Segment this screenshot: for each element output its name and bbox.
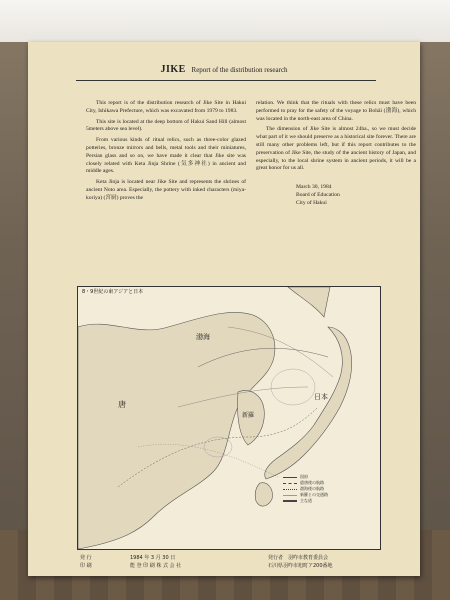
- legend-swatch: [283, 489, 297, 490]
- report-subtitle: Report of the distribution research: [191, 66, 288, 74]
- legend-label: 主な道: [300, 498, 312, 503]
- map-label-silla: 新羅: [242, 412, 255, 419]
- colophon-issue-date: 1984 年 3 月 30 日: [130, 555, 176, 561]
- legend-swatch: [283, 500, 297, 502]
- map-label-tang: 唐: [118, 400, 126, 409]
- colophon: [80, 554, 374, 572]
- map-landmass-north: [288, 287, 330, 317]
- report-title: JIKE: [160, 64, 186, 75]
- paragraph: Keta Jinja is located near Jike Site and represents the shrines of ancient Noto area. Especially, the pottery with inked characters (miya-koriya) (宮厨) proves the: [86, 179, 246, 201]
- paragraph: relation. We think that the rituals with these relics must have been performed to pray for the safety of the voyage to Bohāi (渤海), which was located in the north-east area of China.: [256, 100, 416, 122]
- paragraph: This site is located at the deep bottom of Hakui Sand Hill (almost 5meters above sea level).: [86, 118, 246, 133]
- colophon-issue-label: 発 行: [80, 555, 92, 561]
- document-cover: [28, 42, 420, 576]
- signature-org: Board of Education: [296, 192, 340, 199]
- map-legend: [283, 474, 375, 504]
- legend-swatch: [283, 483, 297, 484]
- colophon-publisher: 発行者 羽咋市教育委員会: [268, 555, 329, 561]
- signature-city: City of Hakui: [296, 200, 327, 207]
- legend-label: 遣唐使の航路: [300, 480, 324, 485]
- map-label-japan: 日本: [314, 393, 328, 401]
- background-shelf: [0, 0, 450, 42]
- map-title: 8・9世紀の東アジアと日本: [82, 289, 144, 295]
- right-text-column: [256, 100, 416, 207]
- map-label-bohai: 渤海: [196, 333, 210, 341]
- paragraph: This report is of the distribution research of Jike Site in Hakui City, Ishikawa Prefecture, which was excavated from 1979 to 1983.: [86, 100, 246, 114]
- colophon-printer-label: 印 刷: [80, 563, 92, 569]
- map-drawing: [78, 287, 380, 549]
- colophon-address: 石川県羽咋市旭町ア200番地: [268, 563, 333, 569]
- header-rule: [76, 80, 376, 81]
- legend-label: 新羅との交通路: [300, 492, 328, 497]
- colophon-printer: 能 登 印 刷 株 式 会 社: [130, 563, 182, 569]
- paragraph: The dimension of Jike Site is almost 24ha., so we must decide what part of it we should preserve as a historical site forever. There are still many other problems left, but if this report contributes to the preservation of Jike Site, the study of the ancient history of Japan, and especially, to the local shrine system in ancient periods, it will be a great honor for us all.: [256, 126, 416, 172]
- map-sea-contour: [271, 369, 315, 405]
- map-landmass-kyushu: [255, 483, 272, 506]
- signature-date: March 30, 1984: [296, 184, 332, 191]
- paragraph: From various kinds of ritual relics, such as three-color glazed potteries, bronze mirrors and bells, metal tools and their miniatures, Persian glass and so on, we have made it clear that Jike site was closely related with Keta Jinja Shrine (気多神社) in ancient and middle ages.: [86, 137, 246, 175]
- report-header: [28, 64, 420, 78]
- map-landmass-japan: [265, 327, 352, 479]
- legend-swatch: [283, 477, 297, 478]
- legend-swatch: [283, 495, 297, 496]
- legend-label: 渤海使の航路: [300, 486, 324, 491]
- left-text-column: [86, 100, 246, 206]
- legend-row: [283, 498, 375, 504]
- map-figure: [77, 286, 381, 550]
- signature-block: [256, 183, 416, 207]
- legend-label: 国府: [300, 474, 308, 479]
